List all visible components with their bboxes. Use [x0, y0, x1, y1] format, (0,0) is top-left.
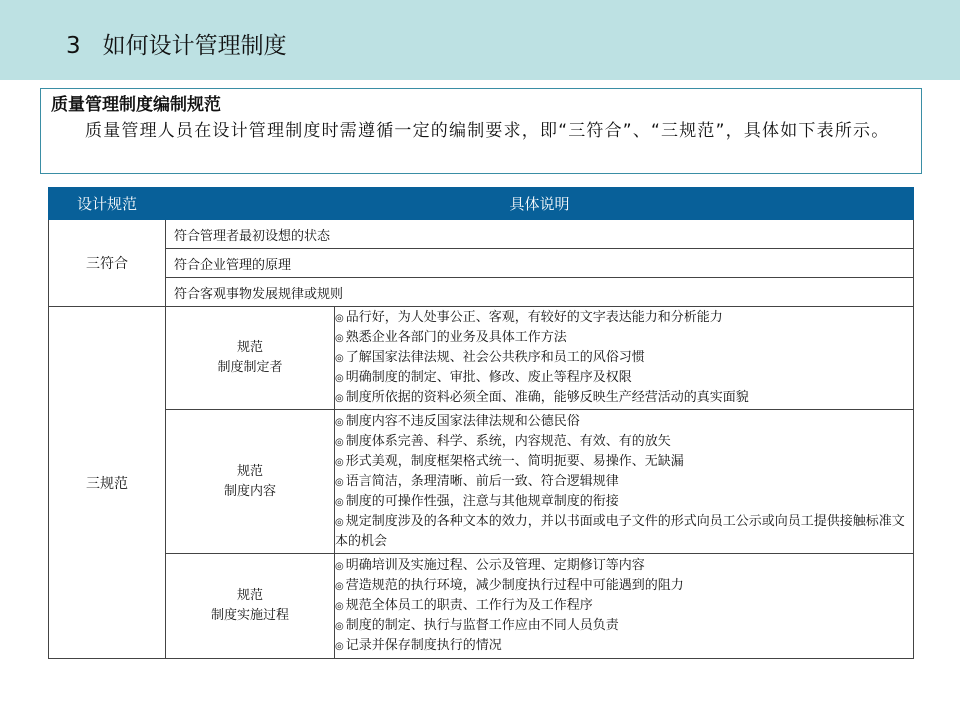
table-row	[49, 307, 914, 410]
conform-item: 符合客观事物发展规律或规则	[166, 278, 914, 307]
info-box	[40, 88, 922, 174]
sub-category-title: 规范	[236, 340, 263, 355]
list-item: ◎ 熟悉企业各部门的业务及具体工作方法	[335, 328, 913, 348]
header-details: 具体说明	[166, 188, 914, 220]
list-item: ◎ 了解国家法律法规、社会公共秩序和员工的风俗习惯	[335, 348, 913, 368]
sub-category-subtitle: 制度内容	[223, 483, 276, 499]
sub-category-content	[166, 410, 335, 554]
category-three-conform: 三符合	[49, 220, 166, 307]
list-item: ◎ 明确培训及实施过程、公示及管理、定期修订等内容	[335, 556, 913, 576]
table-row	[49, 220, 914, 249]
conform-item: 符合企业管理的原理	[166, 249, 914, 278]
list-item: ◎ 制度的制定、执行与监督工作应由不同人员负责	[335, 616, 913, 636]
standard-items-cell	[335, 307, 914, 410]
sub-category-subtitle: 制度实施过程	[210, 608, 289, 623]
slide-title	[66, 30, 287, 62]
table-row	[49, 410, 914, 554]
category-three-standard: 三规范	[49, 307, 166, 659]
list-item: ◎ 规范全体员工的职责、工作行为及工作程序	[335, 596, 913, 616]
section-number: 3	[66, 33, 81, 59]
list-item: ◎ 制度内容不违反国家法律法规和公德民俗	[335, 412, 913, 432]
sub-category-subtitle: 制度制定者	[217, 360, 283, 375]
table-row	[49, 278, 914, 307]
list-item: ◎ 记录并保存制度执行的情况	[335, 636, 913, 656]
list-item: ◎ 品行好，为人处事公正、客观，有较好的文字表达能力和分析能力	[335, 308, 913, 328]
spec-table	[48, 187, 914, 659]
list-item: ◎ 制度所依据的资料必须全面、准确，能够反映生产经营活动的真实面貌	[335, 388, 913, 408]
standard-items-cell	[335, 554, 914, 659]
sub-category-title: 规范	[236, 463, 263, 479]
list-item: ◎ 制度的可操作性强，注意与其他规章制度的衔接	[335, 492, 913, 512]
header-design-spec: 设计规范	[49, 188, 166, 220]
sub-category-process	[166, 554, 335, 659]
conform-item: 符合管理者最初设想的状态	[166, 220, 914, 249]
sub-category-maker	[166, 307, 335, 410]
table-header-row	[49, 188, 914, 220]
list-item: ◎ 明确制度的制定、审批、修改、废止等程序及权限	[335, 368, 913, 388]
standard-items-cell	[335, 410, 914, 554]
list-item: ◎ 规定制度涉及的各种文本的效力，并以书面或电子文件的形式向员工公示或向员工提供接触标准文本的机会	[335, 512, 913, 551]
list-item: ◎ 营造规范的执行环境，减少制度执行过程中可能遇到的阻力	[335, 576, 913, 596]
slide-header	[0, 0, 960, 80]
list-item: ◎ 制度体系完善、科学、系统，内容规范、有效、有的放矢	[335, 432, 913, 452]
table-row	[49, 249, 914, 278]
section-title: 如何设计管理制度	[102, 33, 287, 59]
info-title: 质量管理制度编制规范	[51, 95, 221, 115]
info-text: 质量管理人员在设计管理制度时需遵循一定的编制要求，即“三符合”、“三规范”，具体如下表所示。	[85, 121, 890, 141]
list-item: ◎ 形式美观，制度框架格式统一、简明扼要、易操作、无缺漏	[335, 452, 913, 472]
sub-category-title: 规范	[236, 588, 263, 603]
table-row	[49, 554, 914, 659]
list-item: ◎ 语言简洁，条理清晰、前后一致、符合逻辑规律	[335, 472, 913, 492]
